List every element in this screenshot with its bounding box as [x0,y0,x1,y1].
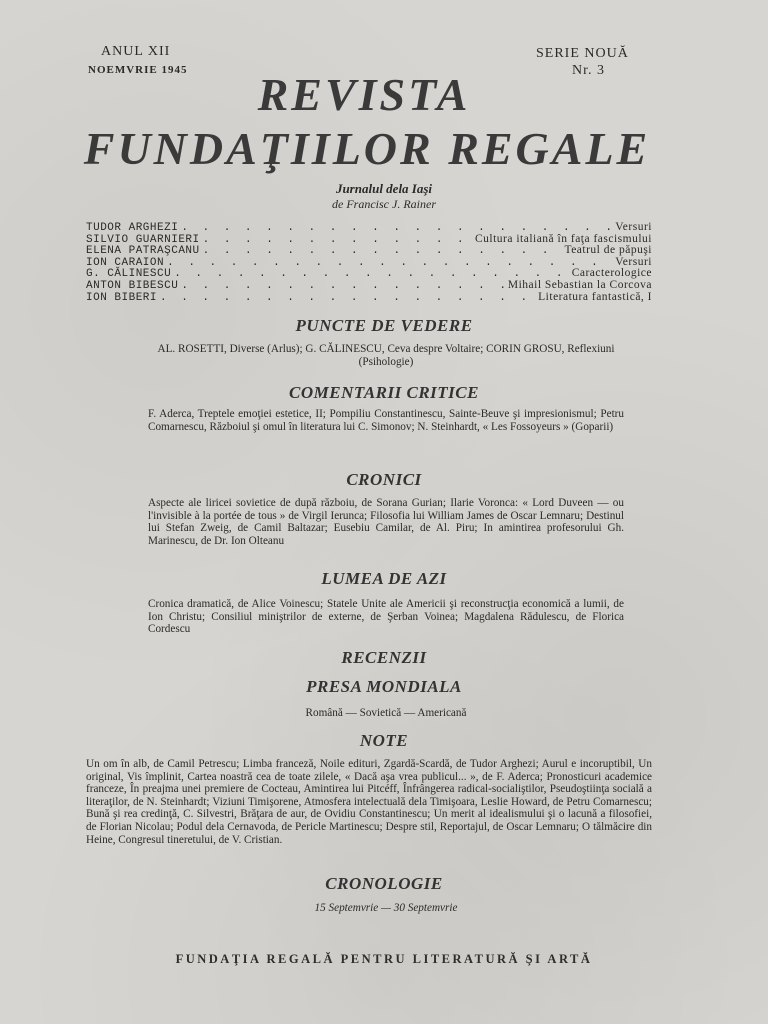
section-heading-puncte: PUNCTE DE VEDERE [295,316,473,335]
toc-work: Literatura fantastică, I [538,290,652,303]
masthead-line-1: REVISTA [257,69,471,120]
toc-work: Caracterologice [571,267,652,280]
toc-entry [86,256,652,268]
section-body-comentarii: F. Aderca, Treptele emoţiei estetice, II; Pompiliu Constantinescu, Sainte-Beuve şi impresionismul; Petru Comarnescu, Războiul şi omul în literatura lui C. Simonov; N. Steinhardt, « Les Fossoyeurs » (Goparii) [148,408,624,433]
section-heading-presa: PRESA MONDIALA [306,677,462,696]
toc-work: Cultura italiană în faţa fascismului [474,232,652,245]
toc-author: ION CARAION [86,256,165,269]
toc-entry [86,244,652,256]
section-body-cronici: Aspecte ale liricei sovietice de după războiu, de Sorana Gurian; Ilarie Voronca: « Lord Duveen — ou l'invisible à la portée de tous » de Virgil Ierunca; Filosofia lui William James de Oscar Lemnaru; Destinul lui Stefan Zweig, de Camil Baltazar; Eusebiu Camilar, de Al. Piru; In amintirea profesorului Gh. Marinescu, de Dr. Ion Olteanu [148,497,624,547]
toc-author: ANTON BIBESCU [86,279,179,292]
toc-work: Versuri [615,255,652,268]
toc-entry [86,279,652,291]
section-heading-cronologie: CRONOLOGIE [325,874,443,893]
toc-entry [86,291,652,303]
feature-author: de Francisc J. Rainer [332,197,436,211]
issue-series: SERIE NOUĂ [536,46,629,61]
toc-author: ION BIBERI [86,291,158,304]
table-of-contents [86,221,652,302]
section-body-lumea: Cronica dramatică, de Alice Voinescu; Statele Unite ale Americii şi reconstrucţia economică a lumii, de Ion Christu; Consiliul miniştrilor de externe, de Şerban Voinea; Magdalena Rădulescu, de Florica Cordescu [148,598,624,636]
toc-leader-dots [181,280,505,292]
section-body-presa: Română — Sovietică — Americană [305,707,467,719]
section-heading-note: NOTE [359,731,409,750]
toc-leader-dots [203,245,562,257]
publisher-footer: FUNDAŢIA REGALĂ PENTRU LITERATURĂ ŞI ARTĂ [175,952,593,966]
issue-date: NOEMVRIE 1945 [88,64,188,76]
section-body-cronologie: 15 Septemvrie — 30 Septemvrie [314,902,458,914]
toc-author: SILVIO GUARNIERI [86,233,200,246]
toc-leader-dots [203,234,472,246]
section-heading-lumea: LUMEA DE AZI [321,569,447,588]
toc-work: Mihail Sebastian la Corcova [507,278,652,291]
section-body-note: Un om în alb, de Camil Petrescu; Limba franceză, Noile edituri, Zgardă-Scardă, de Tudor Arghezi; Aurul e incoruptibil, Un original, Vis împlinit, Cartea noastră cea de toate zilele, « Dacă aşa vrea publicul... », de F. Aderca; Pronosticuri academice franceze, În preajma unei premiere de Cocteau, Amintirea lui Pitcéff, Înfrângerea radical-socialiştilor, Pseudoştiinţa socială a literaţilor, de N. Steinhardt; Viziuni Timişorene, Atmosfera intelectuală dela Timişoara, Leslie Howard, de Petru Comarnescu; Bună şi rea credinţă, C. Silvestri, Brăţara de aur, de Ovidiu Constantinescu; Un merit al idealismului şi o lacună a filosofiei, de Florian Nicolau; Podul dela Cernavoda, de Pericle Martinescu; Despre stil, Reportajul, de Oscar Lemnaru; O tălmăcire din Heine, Congresul tineretului, de V. Cristian. [86,758,652,846]
toc-author: G. CĂLINESCU [86,268,172,281]
toc-author: ELENA PATRAŞCANU [86,245,200,258]
section-heading-cronici: CRONICI [346,470,422,489]
section-heading-comentarii: COMENTARII CRITICE [289,383,479,402]
toc-author: TUDOR ARGHEZI [86,222,179,234]
toc-work: Teatrul de păpuşi [564,244,652,257]
issue-year: ANUL XII [101,44,171,59]
section-body-puncte: AL. ROSETTI, Diverse (Arlus); G. CĂLINESCU, Ceva despre Voltaire; CORIN GROSU, Reflexiuni (Psihologie) [157,343,615,368]
toc-leader-dots [160,292,535,304]
toc-entry [86,233,652,245]
toc-leader-dots [167,257,612,269]
toc-work: Versuri [615,221,652,233]
section-heading-recenzii: RECENZII [341,648,427,667]
issue-number: Nr. 3 [572,63,605,78]
feature-title: Jurnalul dela Iaşi [335,181,433,196]
masthead-line-2: FUNDAŢIILOR REGALE [83,123,651,174]
toc-entry [86,267,652,279]
toc-entry [86,221,652,233]
